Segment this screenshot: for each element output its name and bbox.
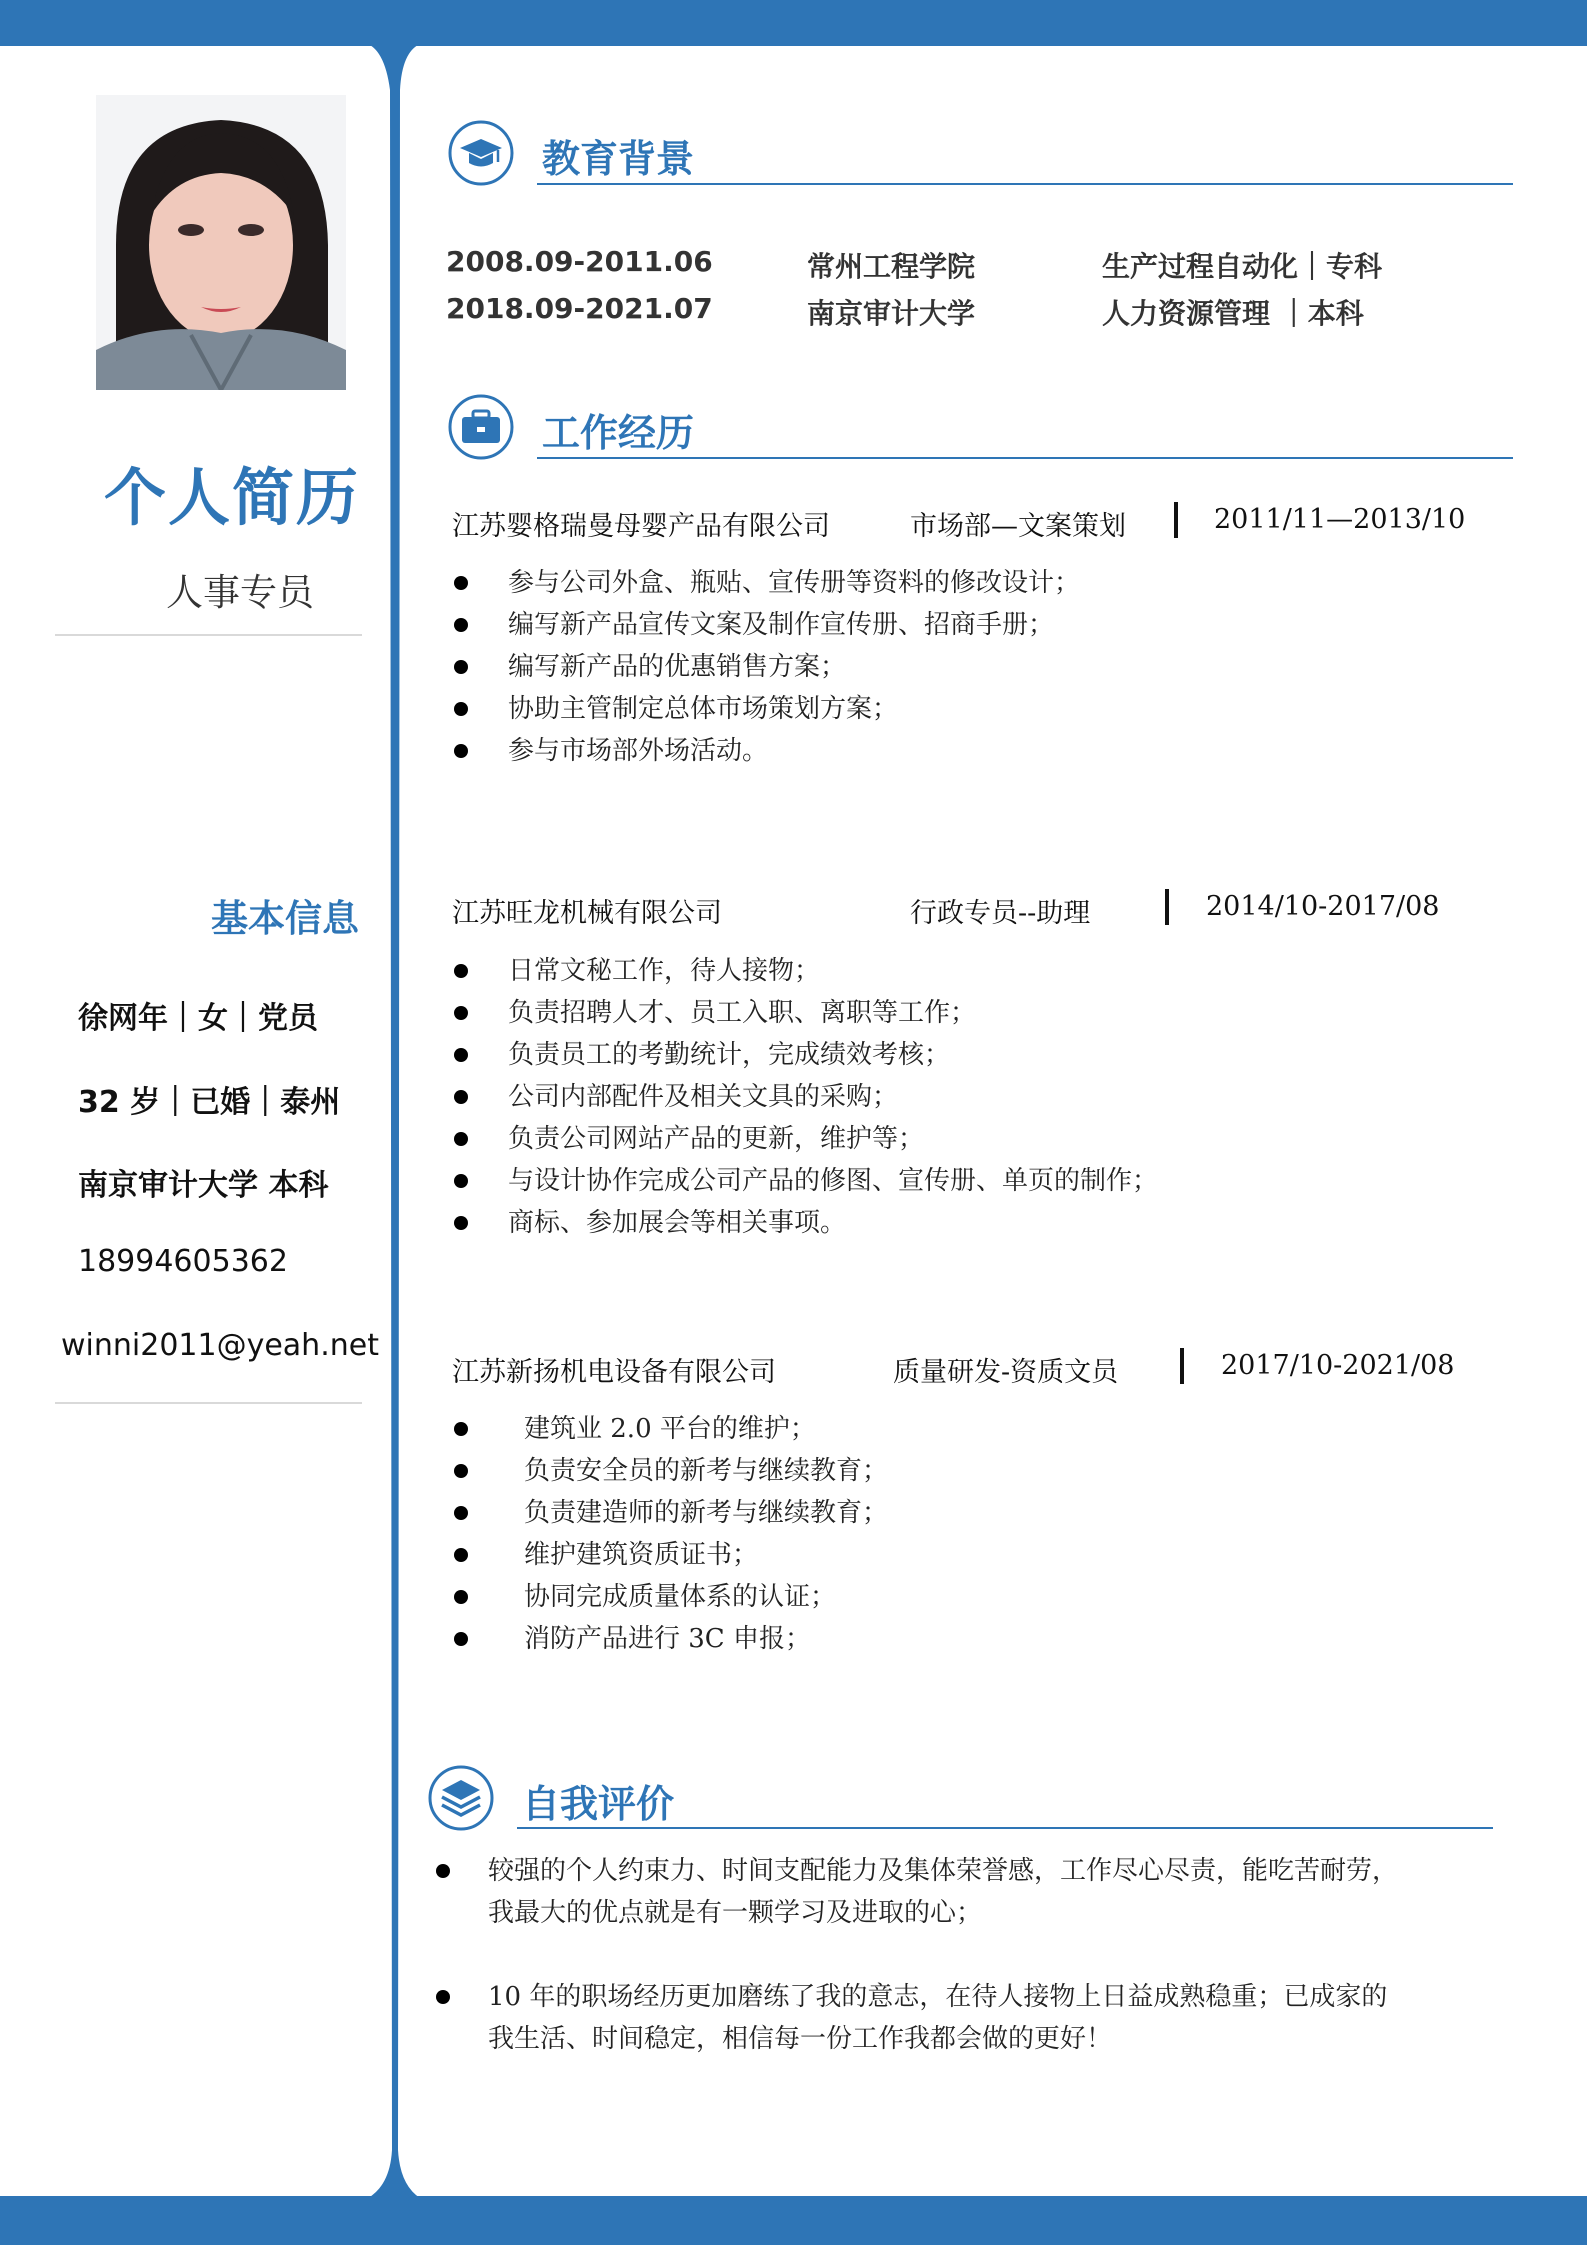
edu-school: 常州工程学院	[807, 250, 976, 283]
self-eval-line: 我生活、时间稳定，相信每一份工作我都会做的更好！	[488, 2024, 1113, 2054]
edu-period: 2018.09-2021.07	[446, 292, 713, 325]
info-age-marital-hometown: 32 岁｜已婚｜泰州	[78, 1085, 341, 1120]
self-eval-line: 较强的个人约束力、时间支配能力及集体荣誉感，工作尽心尽责，能吃苦耐劳，	[488, 1856, 1399, 1886]
education-rule	[537, 183, 1513, 185]
avatar	[96, 95, 346, 390]
job-title: 人事专员	[166, 571, 314, 614]
left-divider	[55, 634, 362, 636]
job-period: 2014/10-2017/08	[1206, 891, 1440, 922]
edu-period: 2008.09-2011.06	[446, 245, 713, 278]
left-divider-bottom	[55, 1402, 362, 1404]
job-period: 2011/11—2013/10	[1214, 504, 1466, 535]
job-position: 市场部—文案策划	[910, 511, 1126, 542]
graduation-cap-icon	[448, 120, 514, 186]
info-name-gender-party: 徐网年｜女｜党员	[78, 1001, 318, 1036]
basic-info-title: 基本信息	[211, 897, 359, 940]
briefcase-icon	[448, 394, 514, 460]
self-eval-line: 10 年的职场经历更加磨练了我的意志，在待人接物上日益成熟稳重；已成家的	[488, 1982, 1388, 2012]
layers-icon	[428, 1765, 494, 1831]
job-position: 行政专员--助理	[910, 898, 1091, 929]
self-eval-title: 自我评价	[522, 1782, 675, 1826]
job-position: 质量研发-资质文员	[893, 1357, 1119, 1388]
info-email: winni2011@yeah.net	[61, 1328, 379, 1363]
edu-school: 南京审计大学	[807, 297, 976, 330]
job-company: 江苏新扬机电设备有限公司	[452, 1357, 776, 1388]
edu-major: 生产过程自动化｜专科	[1102, 250, 1383, 283]
separator	[1180, 1348, 1184, 1384]
job-company: 江苏旺龙机械有限公司	[452, 898, 722, 929]
job-company: 江苏婴格瑞曼母婴产品有限公司	[452, 511, 830, 542]
work-rule	[537, 457, 1513, 459]
edu-major: 人力资源管理 ｜本科	[1102, 297, 1364, 330]
self-eval-rule	[517, 1827, 1493, 1829]
info-phone: 18994605362	[78, 1244, 288, 1279]
work-title: 工作经历	[542, 411, 695, 455]
education-title: 教育背景	[542, 137, 695, 181]
job-period: 2017/10-2021/08	[1221, 1350, 1455, 1381]
separator	[1174, 502, 1178, 538]
info-school-degree: 南京审计大学 本科	[78, 1168, 329, 1203]
resume-title: 个人简历	[103, 461, 360, 534]
self-eval-line: 我最大的优点就是有一颗学习及进取的心；	[488, 1898, 983, 1928]
separator	[1165, 889, 1169, 925]
